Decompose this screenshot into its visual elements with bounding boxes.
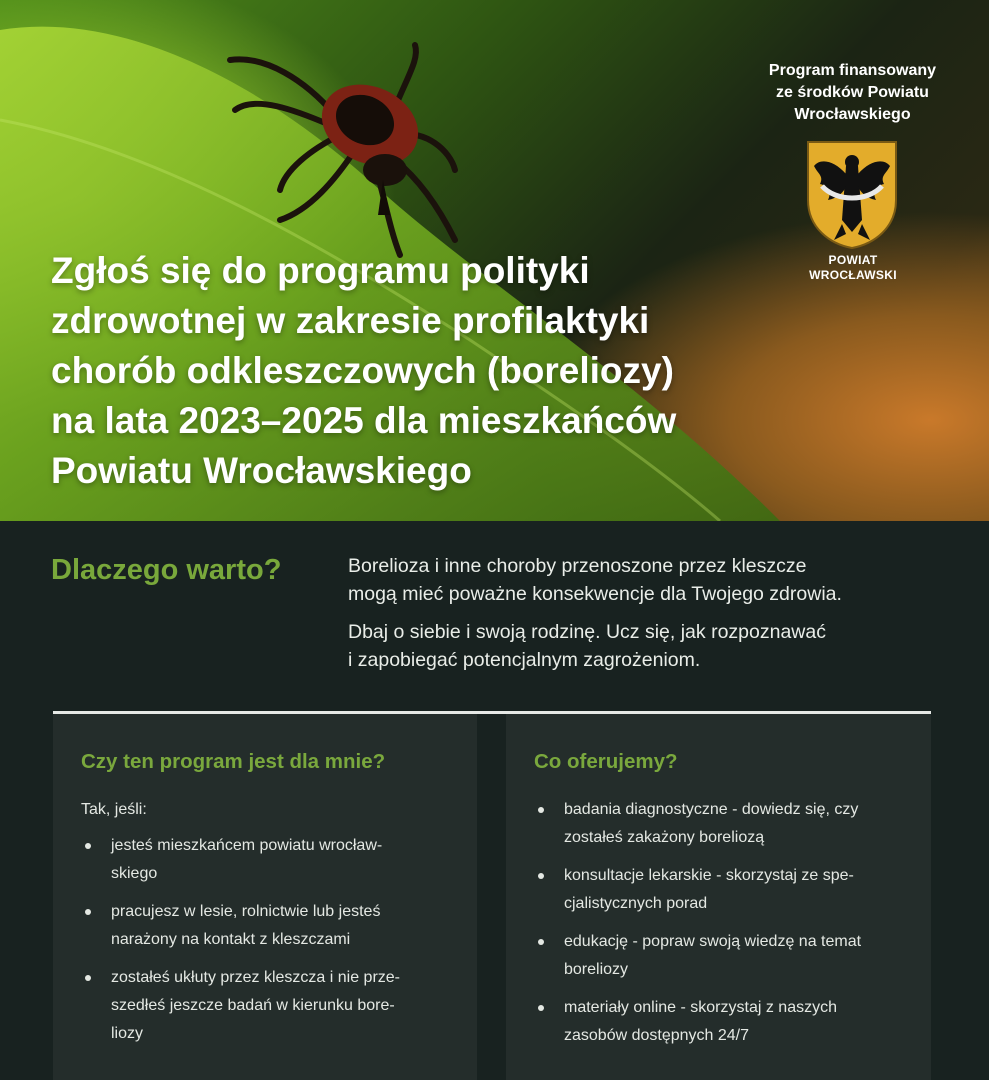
hero-title-line: Powiatu Wrocławskiego (51, 450, 472, 491)
coat-label-line: POWIAT (828, 253, 878, 267)
list-item-line: cjalistycznych porad (564, 895, 708, 912)
bullet-icon (538, 807, 544, 813)
coat-label-line: WROCŁAWSKI (809, 268, 897, 282)
list-item (534, 994, 903, 1050)
list-item (534, 862, 903, 918)
list-item-line: boreliozy (564, 961, 629, 978)
funding-note (740, 60, 965, 126)
list-item-line: pracujesz w lesie, rolnictwie lub jesteś (111, 903, 381, 920)
bullet-icon (538, 873, 544, 879)
hero-title-line: na lata 2023–2025 dla mieszkańców (51, 400, 677, 441)
list-item (81, 964, 449, 1048)
list-item-line: zasobów dostępnych 24/7 (564, 1027, 750, 1044)
bullet-icon (538, 1005, 544, 1011)
list-item (534, 928, 903, 984)
why-paragraph-line: Dbaj o siebie i swoją rodzinę. Ucz się, jak rozpoznawać (348, 621, 826, 643)
list-item-line: narażony na kontakt z kleszczami (111, 931, 351, 948)
why-paragraph (348, 552, 948, 608)
hero-banner (0, 0, 989, 521)
offer-heading: Co oferujemy? (534, 750, 678, 773)
hero-title-line: Zgłoś się do programu polityki (51, 250, 590, 291)
list-item (81, 898, 449, 954)
offer-list (534, 796, 903, 1050)
list-item-line: materiały online - skorzystaj z naszych (564, 999, 837, 1016)
list-item-line: liozy (111, 1025, 144, 1042)
list-item-line: skiego (111, 865, 158, 882)
list-item-line: szedłeś jeszcze badań w kierunku bore- (111, 997, 395, 1014)
list-item-line: zostałeś ukłuty przez kleszcza i nie prze- (111, 969, 400, 986)
why-heading: Dlaczego warto? (51, 554, 282, 586)
tick-image (215, 40, 485, 270)
why-paragraph-line: mogą mieć poważne konsekwencje dla Twojego zdrowia. (348, 583, 842, 605)
why-paragraph (348, 618, 948, 674)
coat-of-arms-icon (806, 140, 898, 250)
why-description (348, 552, 948, 684)
hero-title-line: zdrowotnej w zakresie profilaktyki (51, 300, 650, 341)
eligibility-heading: Czy ten program jest dla mnie? (81, 750, 386, 773)
eligibility-list (81, 832, 449, 1048)
list-item (534, 796, 903, 852)
list-item-line: konsultacje lekarskie - skorzystaj ze spe- (564, 867, 854, 884)
bullet-icon (538, 939, 544, 945)
list-item-line: edukację - popraw swoją wiedzę na temat (564, 933, 862, 950)
eligibility-card (53, 714, 477, 1080)
funding-note-line: Wrocławskiego (794, 106, 911, 123)
coat-of-arms-label (780, 253, 926, 283)
bullet-icon (85, 909, 91, 915)
list-item-line: badania diagnostyczne - dowiedz się, czy (564, 801, 859, 818)
list-item-line: zostałeś zakażony boreliozą (564, 829, 765, 846)
eligibility-intro: Tak, jeśli: (81, 801, 147, 818)
why-paragraph-line: i zapobiegać potencjalnym zagrożeniom. (348, 649, 701, 671)
offer-card (506, 714, 931, 1080)
funding-note-line: ze środków Powiatu (776, 84, 929, 101)
list-item (81, 832, 449, 888)
funding-note-line: Program finansowany (768, 62, 937, 79)
hero-title-line: chorób odkleszczowych (boreliozy) (51, 350, 674, 391)
bullet-icon (85, 843, 91, 849)
hero-title (51, 246, 791, 496)
why-paragraph-line: Borelioza i inne choroby przenoszone przez kleszcze (348, 555, 807, 577)
bullet-icon (85, 975, 91, 981)
list-item-line: jesteś mieszkańcem powiatu wrocław- (111, 837, 383, 854)
